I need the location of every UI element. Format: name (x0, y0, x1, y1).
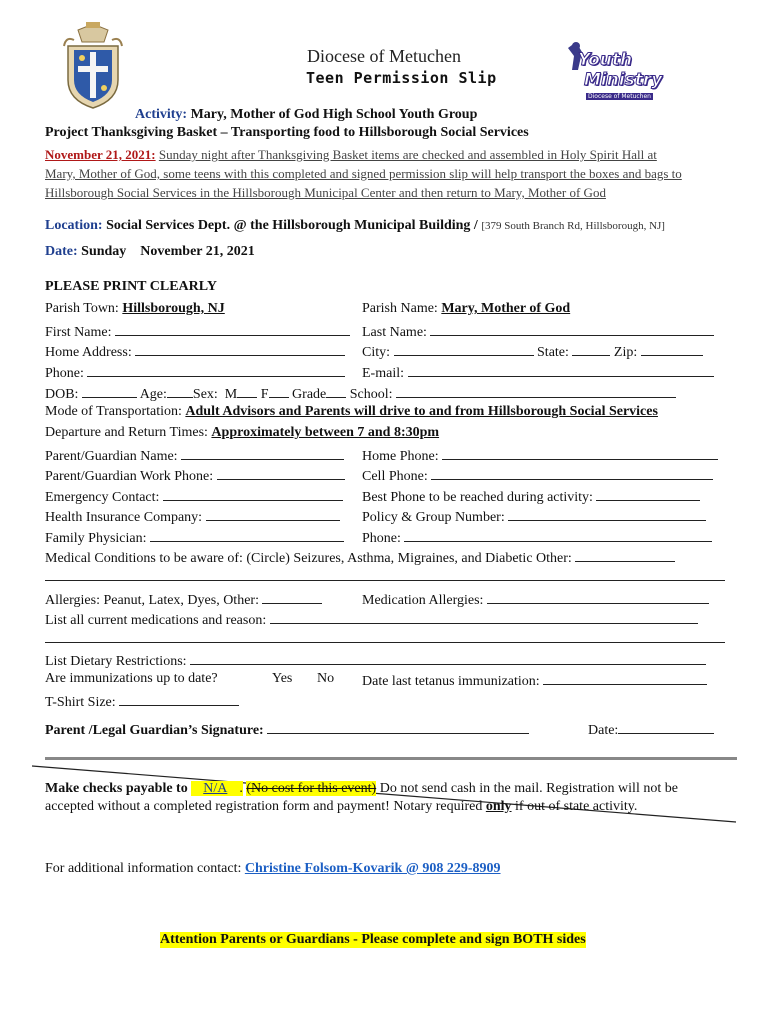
policy-row (362, 507, 706, 526)
parish-town-row (45, 301, 225, 317)
policy-label: Policy & Group Number: (362, 510, 505, 525)
immunizations-no[interactable]: No (317, 671, 335, 686)
tetanus-field[interactable] (543, 671, 707, 685)
state-field[interactable] (572, 342, 610, 356)
medical-label: Medical Conditions to be aware of: (Circle) Seizures, Asthma, Migraines, and Diabetic Other: (45, 551, 572, 566)
activity-desc-text-1: Sunday night after Thanksgiving Basket items are checked and assembled in Holy Spirit Hall at (158, 147, 657, 162)
phone-label: Phone: (45, 366, 84, 381)
transport-row (45, 404, 658, 420)
activity-desc-1 (45, 147, 657, 163)
dietary-row (45, 651, 706, 670)
home-phone-field[interactable] (442, 446, 718, 460)
sig-date-row (588, 720, 714, 739)
diocese-crest-logo (62, 22, 124, 110)
tshirt-field[interactable] (119, 692, 239, 706)
guardian-name-row (45, 446, 344, 465)
dob-row (45, 384, 676, 403)
zip-field[interactable] (641, 342, 703, 356)
physician-phone-label: Phone: (362, 531, 401, 546)
times-value: Approximately between 7 and 8:30pm (211, 425, 440, 440)
sig-date-field[interactable] (618, 720, 714, 734)
checks-label: Make checks payable to (45, 781, 188, 796)
print-clearly: PLEASE PRINT CLEARLY (45, 279, 217, 294)
city-state-zip-row (362, 342, 703, 361)
age-label: Age: (139, 387, 167, 402)
first-name-field[interactable] (115, 322, 350, 336)
allergies-label: Allergies: Peanut, Latex, Dyes, Other: (45, 593, 259, 608)
parish-name-row (362, 301, 570, 317)
medications-extra-line[interactable] (45, 642, 725, 643)
payment-line-1 (45, 781, 678, 797)
slip-title: Teen Permission Slip (306, 69, 497, 87)
physician-phone-row (362, 528, 712, 547)
activity-desc-3: Hillsborough Social Services in the Hillsborough Municipal Center and then return to Mary, Mother of God (45, 185, 606, 200)
state-label: State: (537, 345, 569, 360)
medical-extra-line[interactable] (45, 580, 725, 581)
sex-m-field[interactable] (237, 384, 257, 398)
times-label: Departure and Return Times: (45, 425, 208, 440)
insurance-field[interactable] (206, 507, 340, 521)
home-address-row (45, 342, 345, 361)
guardian-work-phone-label: Parent/Guardian Work Phone: (45, 469, 214, 484)
best-phone-field[interactable] (596, 487, 700, 501)
guardian-work-phone-row (45, 466, 345, 485)
medical-row (45, 548, 675, 567)
location-address: [379 South Branch Rd, Hillsborough, NJ] (481, 220, 665, 232)
first-name-label: First Name: (45, 325, 112, 340)
cell-phone-row (362, 466, 713, 485)
contact-label: For additional information contact: (45, 861, 242, 876)
signature-label: Parent /Legal Guardian’s Signature: (45, 723, 264, 738)
age-field[interactable] (167, 384, 193, 398)
activity-line (135, 107, 477, 123)
dob-field[interactable] (82, 384, 137, 398)
activity-value: Mary, Mother of God High School Youth Group (190, 107, 478, 122)
physician-label: Family Physician: (45, 531, 147, 546)
phone-row (45, 363, 345, 382)
emergency-contact-field[interactable] (163, 487, 343, 501)
insurance-row (45, 507, 340, 526)
dob-label: DOB: (45, 387, 79, 402)
no-cost-note: (No cost for this event) (246, 781, 377, 796)
sex-label: Sex: (192, 387, 218, 402)
city-field[interactable] (394, 342, 534, 356)
email-row (362, 363, 714, 382)
diocese-title: Diocese of Metuchen (307, 46, 461, 66)
allergies-row (45, 590, 322, 609)
first-name-row (45, 322, 350, 341)
parish-town-label: Parish Town: (45, 301, 119, 316)
transport-value: Adult Advisors and Parents will drive to and from Hillsborough Social Services (185, 404, 658, 419)
dietary-field[interactable] (190, 651, 706, 665)
school-field[interactable] (396, 384, 676, 398)
school-label: School: (349, 387, 393, 402)
emergency-contact-row (45, 487, 343, 506)
medication-allergies-field[interactable] (487, 590, 709, 604)
payment-only: only (485, 799, 512, 814)
checks-value: N/A (191, 781, 239, 796)
last-name-row (362, 322, 714, 341)
home-phone-label: Home Phone: (362, 449, 439, 464)
signature-field[interactable] (267, 720, 529, 734)
insurance-label: Health Insurance Company: (45, 510, 203, 525)
emergency-contact-label: Emergency Contact: (45, 490, 160, 505)
activity-desc-2: Mary, Mother of God, some teens with this completed and signed permission slip will help transport the boxes and bags to (45, 166, 682, 181)
youth-ministry-sub: Diocese of Metuchen (588, 93, 651, 100)
medications-field[interactable] (270, 610, 698, 624)
location-line (45, 218, 665, 234)
date-line (45, 244, 255, 260)
payment-rest-2b: if out of state activity. (515, 799, 638, 814)
tetanus-label: Date last tetanus immunization: (362, 674, 540, 689)
contact-row (45, 861, 501, 877)
guardian-name-label: Parent/Guardian Name: (45, 449, 178, 464)
medications-row (45, 610, 698, 629)
location-label: Location: (45, 218, 103, 233)
immunizations-label: Are immunizations up to date? (45, 671, 218, 686)
home-phone-row (362, 446, 718, 465)
transport-label: Mode of Transportation: (45, 404, 182, 419)
tetanus-row (362, 671, 707, 690)
zip-label: Zip: (613, 345, 638, 360)
city-label: City: (362, 345, 391, 360)
checks-period: . (239, 781, 243, 796)
activity-date-label: November 21, 2021: (45, 147, 156, 162)
guardian-name-field[interactable] (181, 446, 344, 460)
guardian-work-phone-field[interactable] (217, 466, 345, 480)
cell-phone-label: Cell Phone: (362, 469, 428, 484)
tshirt-row (45, 692, 239, 711)
parish-town-value[interactable]: Hillsborough, NJ (122, 301, 225, 316)
cell-phone-field[interactable] (431, 466, 713, 480)
best-phone-row (362, 487, 700, 506)
medications-label: List all current medications and reason: (45, 613, 267, 628)
sex-f[interactable]: F (260, 387, 269, 402)
payment-rest-1: Do not send cash in the mail. Registration will not be (379, 781, 678, 796)
sig-date-label: Date: (588, 723, 619, 738)
best-phone-label: Best Phone to be reached during activity: (362, 490, 593, 505)
youth-ministry-line1: Youth (578, 50, 633, 70)
youth-ministry-line2: Ministry (584, 70, 663, 90)
immunizations-yes[interactable]: Yes (272, 671, 293, 686)
location-value: Social Services Dept. @ the Hillsborough Municipal Building / (106, 218, 478, 233)
phone-field[interactable] (87, 363, 345, 377)
date-value: Sunday November 21, 2021 (81, 244, 255, 259)
email-label: E-mail: (362, 366, 404, 381)
grade-field[interactable] (326, 384, 346, 398)
sex-f-field[interactable] (269, 384, 289, 398)
attention-banner: Attention Parents or Guardians - Please complete and sign BOTH sides (160, 932, 586, 947)
physician-row (45, 528, 344, 547)
parish-name-value[interactable]: Mary, Mother of God (441, 301, 571, 316)
medical-field[interactable] (575, 548, 675, 562)
allergies-field[interactable] (262, 590, 322, 604)
signature-row (45, 720, 529, 739)
home-address-field[interactable] (135, 342, 345, 356)
payment-line-2 (45, 799, 637, 815)
times-row (45, 425, 439, 441)
physician-phone-field[interactable] (404, 528, 712, 542)
parish-name-label: Parish Name: (362, 301, 438, 316)
email-field[interactable] (408, 363, 714, 377)
dietary-label: List Dietary Restrictions: (45, 654, 187, 669)
date-label: Date: (45, 244, 78, 259)
physician-field[interactable] (150, 528, 344, 542)
tshirt-label: T-Shirt Size: (45, 695, 116, 710)
grade-label: Grade (292, 387, 327, 402)
policy-field[interactable] (508, 507, 706, 521)
sex-m[interactable]: M (224, 387, 238, 402)
youth-ministry-logo (560, 40, 663, 104)
medication-allergies-label: Medication Allergies: (362, 593, 484, 608)
last-name-field[interactable] (430, 322, 714, 336)
payment-rest-2a: accepted without a completed registration form and payment! Notary required (45, 799, 483, 814)
contact-link[interactable]: Christine Folsom-Kovarik @ 908 229-8909 (244, 861, 501, 876)
project-title: Project Thanksgiving Basket – Transporting food to Hillsborough Social Services (45, 125, 529, 140)
activity-label: Activity: (135, 107, 188, 122)
home-address-label: Home Address: (45, 345, 132, 360)
immunizations-row (45, 671, 218, 687)
medication-allergies-row (362, 590, 709, 609)
last-name-label: Last Name: (362, 325, 427, 340)
